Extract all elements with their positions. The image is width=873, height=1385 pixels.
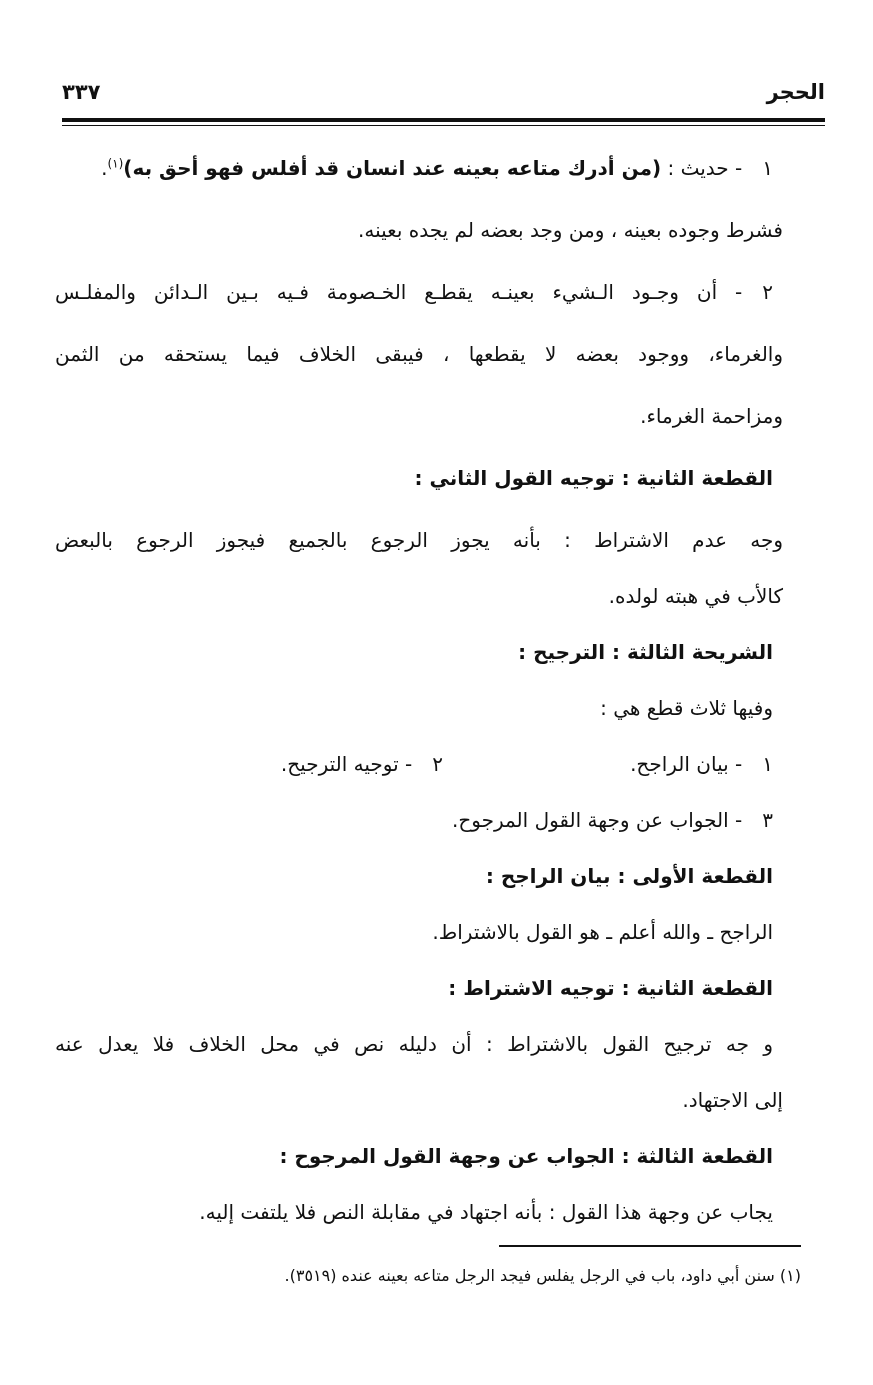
body-line-10-text: و جه ترجيح القول بالاشتراط : أن دليله نص في محل الخلاف فلا يعدل عنه [55, 1032, 773, 1056]
section-heading: القطعة الثانية : توجيه الاشتراط : [448, 976, 773, 1000]
list-item: ٣- الجواب عن وجهة القول المرجوح. [55, 792, 773, 848]
footnote-ref: (١) [107, 156, 124, 171]
item-number: ٢ [432, 752, 443, 776]
hadith-intro: - حديث : [667, 156, 743, 180]
page-header [62, 74, 825, 118]
hadith-end: . [101, 156, 108, 180]
body-line-3 [55, 264, 773, 320]
chapter-title: الحجر [766, 80, 825, 104]
body-line-7: كالأب في هبته لولده. [608, 584, 783, 608]
list-row [55, 736, 773, 792]
body-line-3-text: - أن وجـود الـشيء بعينـه يقطـع الخـصومة فـيه بـين الـدائن والمفلـس [55, 280, 743, 304]
item-number: ١ [762, 156, 773, 180]
body-line-6 [55, 512, 783, 568]
footnote-divider [499, 1245, 801, 1247]
body-line-12: يجاب عن وجهة هذا القول : بأنه اجتهاد في مقابلة النص فلا يلتفت إليه. [199, 1200, 773, 1224]
item-number: ٢ [762, 280, 773, 304]
section-heading: الشريحة الثالثة : الترجيح : [518, 640, 773, 664]
item-number: ١ [762, 752, 773, 776]
body-line-10 [55, 1016, 773, 1072]
section-heading: القطعة الثانية : توجيه القول الثاني : [414, 466, 773, 490]
section-heading: القطعة الأولى : بيان الراجح : [485, 864, 773, 888]
section-heading: القطعة الثالثة : الجواب عن وجهة القول المرجوح : [279, 1144, 773, 1168]
body-line-1 [55, 140, 773, 196]
body-line-4-text: والغرماء، ووجود بعضه لا يقطعها ، فيبقى الخلاف فيما يستحقه من الثمن [55, 342, 783, 366]
body-line-2: فشرط وجوده بعينه ، ومن وجد بعضه لم يجده بعينه. [358, 218, 783, 242]
header-rule-thin [62, 125, 825, 126]
list-item: ٢- توجيه الترجيح. [281, 736, 443, 792]
body-line-9: الراجح ـ والله أعلم ـ هو القول بالاشتراط. [432, 920, 773, 944]
hadith-text: (من أدرك متاعه بعينه عند انسان قد أفلس فهو أحق به) [123, 156, 662, 180]
body-line-5: ومزاحمة الغرماء. [640, 404, 783, 428]
item-number: ٣ [762, 808, 773, 832]
body-line-8: وفيها ثلاث قطع هي : [600, 696, 773, 720]
header-rule-thick [62, 118, 825, 122]
page-number: ٣٣٧ [62, 80, 101, 104]
body-line-11: إلى الاجتهاد. [682, 1088, 783, 1112]
footnote: (١) سنن أبي داود، باب في الرجل يفلس فيجد الرجل متاعه بعينه عنده (٣٥١٩). [284, 1266, 801, 1285]
list-item: ١- بيان الراجح. [630, 752, 773, 776]
body-line-6-text: وجه عدم الاشتراط : بأنه يجوز الرجوع بالجميع فيجوز الرجوع بالبعض [55, 528, 783, 552]
body-line-4 [55, 326, 783, 382]
